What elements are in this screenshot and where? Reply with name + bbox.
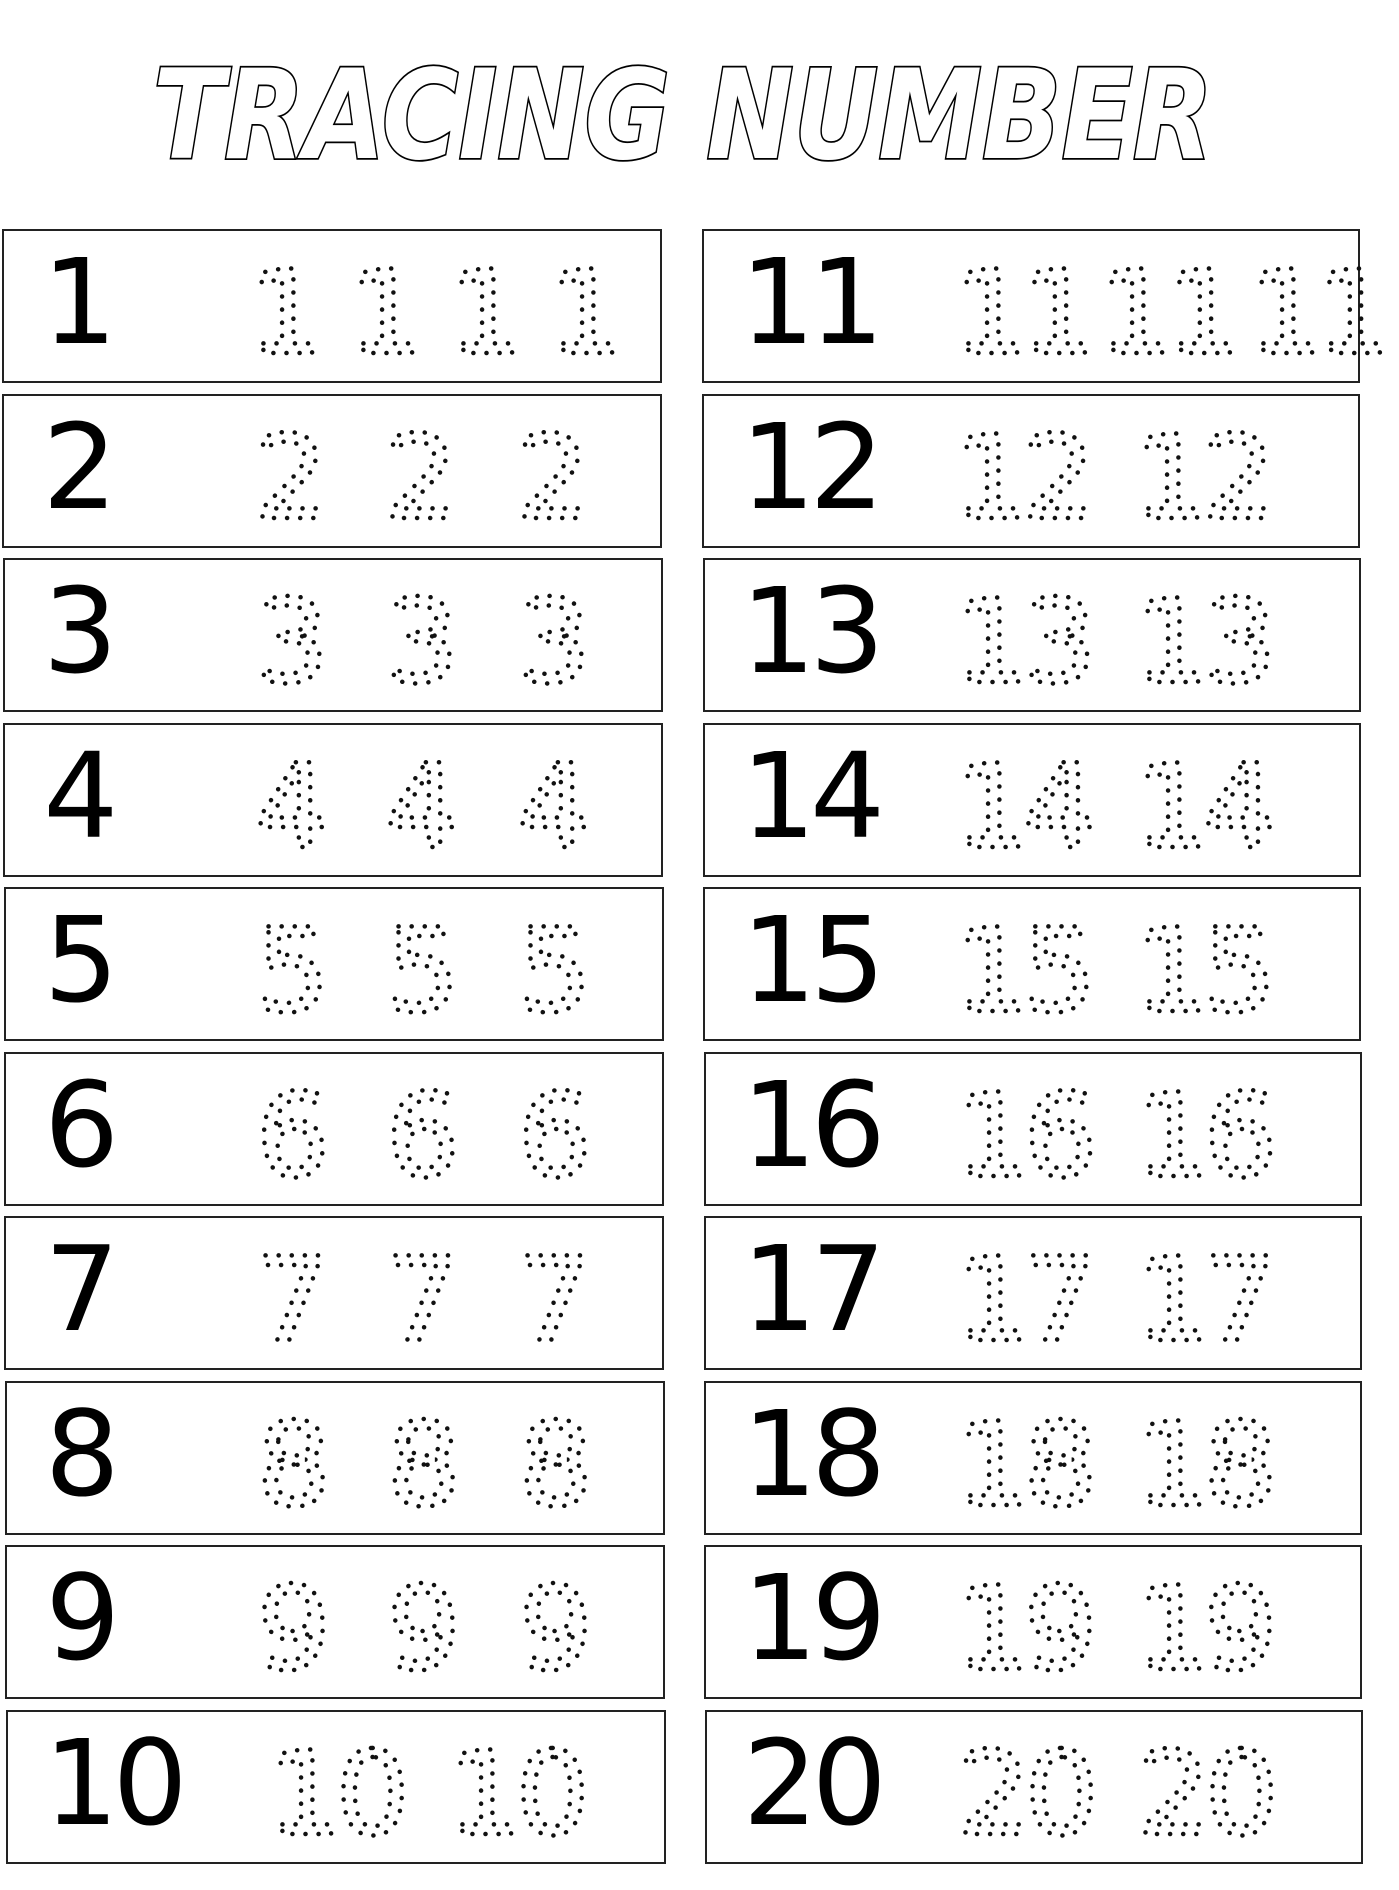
dotted-trace-number: [255, 735, 345, 875]
dotted-trace-number: [447, 1722, 598, 1862]
svg-text:4: 4: [517, 739, 585, 875]
tracing-row-10: [6, 1710, 666, 1864]
dotted-trace-number: [385, 899, 476, 1039]
dotted-trace-number: [256, 1064, 346, 1204]
model-number: 4: [43, 726, 113, 865]
dotted-trace-number: [256, 1228, 346, 1368]
dotted-trace-number: [254, 406, 344, 546]
svg-text:10: 10: [267, 1726, 404, 1862]
model-number: 5: [43, 891, 113, 1029]
model-number: 8: [44, 1384, 114, 1523]
model-number: 10: [43, 1713, 182, 1852]
dotted-trace-number: [954, 570, 1105, 710]
title-text: TRACING NUMBER: [153, 44, 1213, 188]
tracing-row-15: [703, 887, 1361, 1041]
svg-text:8: 8: [386, 1397, 455, 1533]
tracing-row-4: [3, 723, 663, 877]
dotted-trace-number: [1134, 406, 1284, 546]
dotted-trace-number: [517, 899, 608, 1039]
dotted-trace-number: [1136, 1722, 1287, 1862]
svg-text:19: 19: [1136, 1562, 1272, 1697]
svg-text:11: 11: [1099, 246, 1235, 381]
svg-text:5: 5: [385, 904, 454, 1039]
dotted-trace-number: [956, 1722, 1107, 1862]
model-number: 2: [42, 397, 112, 536]
svg-text:6: 6: [518, 1068, 586, 1204]
model-number: 1: [42, 233, 112, 371]
dotted-trace-number: [1249, 241, 1399, 381]
dotted-trace-number: [387, 1557, 477, 1697]
model-number: 13: [740, 562, 879, 700]
dotted-trace-number: [1136, 1393, 1286, 1533]
svg-text:5: 5: [255, 904, 324, 1039]
svg-text:11: 11: [954, 246, 1090, 381]
dotted-trace-number: [956, 1557, 1106, 1697]
tracing-row-9: [5, 1545, 665, 1699]
svg-text:3: 3: [516, 575, 585, 710]
svg-text:16: 16: [1135, 1068, 1272, 1204]
svg-text:15: 15: [955, 904, 1091, 1039]
svg-text:1: 1: [449, 246, 517, 381]
tracing-row-18: [704, 1381, 1362, 1535]
dotted-trace-number: [516, 406, 606, 546]
model-number: 3: [42, 562, 112, 700]
dotted-trace-number: [1134, 570, 1285, 710]
svg-text:2: 2: [384, 410, 453, 546]
svg-text:1: 1: [549, 246, 617, 381]
dotted-trace-number: [386, 1064, 476, 1204]
tracing-row-13: [703, 558, 1361, 712]
svg-text:18: 18: [956, 1397, 1092, 1533]
dotted-trace-number: [517, 735, 607, 875]
dotted-trace-number: [1135, 1228, 1286, 1368]
model-number: 11: [740, 233, 879, 371]
svg-text:17: 17: [955, 1233, 1092, 1368]
dotted-trace-number: [249, 241, 339, 381]
dotted-trace-number: [1099, 241, 1249, 381]
dotted-trace-number: [954, 406, 1104, 546]
dotted-trace-number: [518, 1064, 608, 1204]
tracing-row-14: [703, 723, 1361, 877]
svg-text:5: 5: [517, 904, 586, 1039]
model-number: 9: [45, 1549, 115, 1687]
svg-text:2: 2: [254, 410, 323, 546]
dotted-trace-number: [254, 570, 345, 710]
svg-text:3: 3: [384, 575, 453, 710]
model-number: 17: [741, 1220, 880, 1358]
tracing-row-20: [705, 1710, 1363, 1864]
dotted-trace-number: [267, 1722, 418, 1862]
model-number: 20: [742, 1713, 881, 1852]
svg-text:12: 12: [1134, 410, 1270, 546]
tracing-row-8: [5, 1381, 665, 1535]
svg-text:14: 14: [954, 739, 1091, 875]
tracing-row-7: [4, 1216, 664, 1370]
svg-text:13: 13: [1134, 575, 1271, 710]
dotted-trace-number: [255, 899, 346, 1039]
dotted-trace-number: [1136, 1557, 1286, 1697]
svg-text:9: 9: [387, 1562, 455, 1697]
dotted-trace-number: [518, 1228, 608, 1368]
dotted-trace-number: [954, 241, 1104, 381]
dotted-trace-number: [1135, 899, 1285, 1039]
model-number: 18: [742, 1384, 881, 1523]
dotted-trace-number: [519, 1557, 609, 1697]
model-number: 7: [44, 1220, 114, 1358]
dotted-trace-number: [386, 1228, 476, 1368]
dotted-trace-number: [955, 899, 1105, 1039]
model-number: 14: [740, 726, 880, 865]
svg-text:13: 13: [954, 575, 1091, 710]
model-number: 16: [741, 1055, 880, 1194]
svg-text:6: 6: [256, 1068, 324, 1204]
svg-text:7: 7: [386, 1233, 455, 1368]
svg-text:17: 17: [1135, 1233, 1272, 1368]
svg-text:14: 14: [1134, 739, 1271, 875]
dotted-trace-number: [349, 241, 439, 381]
tracing-row-1: [2, 229, 662, 383]
model-number: 19: [742, 1549, 881, 1687]
svg-text:1: 1: [349, 246, 417, 381]
svg-text:7: 7: [518, 1233, 587, 1368]
dotted-trace-number: [955, 1064, 1106, 1204]
dotted-trace-number: [956, 1393, 1106, 1533]
svg-text:20: 20: [956, 1726, 1093, 1862]
worksheet-title: [0, 0, 1366, 188]
tracing-row-5: [4, 887, 664, 1041]
tracing-row-17: [704, 1216, 1362, 1370]
tracing-row-6: [4, 1052, 664, 1206]
dotted-trace-number: [385, 735, 475, 875]
tracing-row-3: [3, 558, 663, 712]
svg-text:8: 8: [256, 1397, 325, 1533]
svg-text:18: 18: [1136, 1397, 1272, 1533]
svg-text:4: 4: [385, 739, 453, 875]
dotted-trace-number: [516, 570, 607, 710]
tracing-row-12: [702, 394, 1360, 548]
svg-text:15: 15: [1135, 904, 1271, 1039]
svg-text:11: 11: [1249, 246, 1385, 381]
dotted-trace-number: [449, 241, 539, 381]
svg-text:9: 9: [519, 1562, 587, 1697]
svg-text:7: 7: [256, 1233, 325, 1368]
model-number: 12: [740, 397, 879, 536]
svg-text:20: 20: [1136, 1726, 1273, 1862]
dotted-trace-number: [257, 1557, 347, 1697]
svg-text:8: 8: [518, 1397, 587, 1533]
svg-text:19: 19: [956, 1562, 1092, 1697]
tracing-row-11: [702, 229, 1385, 383]
svg-text:2: 2: [516, 410, 585, 546]
model-number: 15: [741, 891, 880, 1029]
svg-text:1: 1: [249, 246, 317, 381]
tracing-row-2: [2, 394, 662, 548]
tracing-row-19: [704, 1545, 1362, 1699]
model-number: 6: [44, 1055, 114, 1194]
dotted-trace-number: [955, 1228, 1106, 1368]
dotted-trace-number: [386, 1393, 477, 1533]
svg-text:12: 12: [954, 410, 1090, 546]
dotted-trace-number: [384, 570, 475, 710]
dotted-trace-number: [384, 406, 474, 546]
dotted-trace-number: [954, 735, 1105, 875]
dotted-trace-number: [549, 241, 639, 381]
dotted-trace-number: [256, 1393, 347, 1533]
dotted-trace-number: [518, 1393, 609, 1533]
svg-text:3: 3: [254, 575, 323, 710]
dotted-trace-number: [1135, 1064, 1286, 1204]
svg-text:6: 6: [386, 1068, 454, 1204]
svg-text:4: 4: [255, 739, 323, 875]
svg-text:16: 16: [955, 1068, 1092, 1204]
svg-text:9: 9: [257, 1562, 325, 1697]
tracing-row-16: [704, 1052, 1362, 1206]
dotted-trace-number: [1134, 735, 1285, 875]
svg-text:10: 10: [447, 1726, 584, 1862]
